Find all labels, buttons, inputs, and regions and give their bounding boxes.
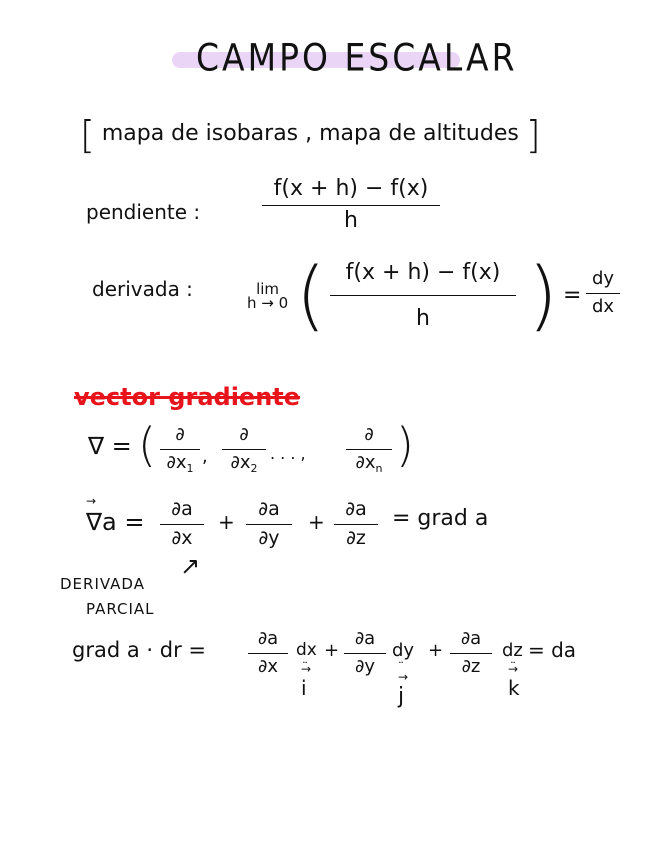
equals-marks: ¨ [398, 660, 404, 674]
note-line-1: DERIVADA [60, 575, 145, 593]
dy: dy [392, 640, 415, 661]
numerator: ∂a [460, 628, 482, 649]
numerator: ∂a [258, 498, 280, 520]
close-paren: ) [528, 250, 558, 339]
grad-term-y [246, 498, 292, 549]
numerator: ∂a [257, 628, 279, 649]
diff-term-z [450, 628, 492, 677]
page-title: CAMPO ESCALAR [196, 35, 518, 80]
fraction-bar [246, 524, 292, 525]
open-paren: ( [296, 250, 326, 339]
equals-sign: = [563, 283, 582, 308]
nabla-close-paren: ) [396, 418, 414, 472]
comma: , [202, 446, 208, 467]
limit-word: lim [256, 280, 280, 298]
fraction-bar [450, 653, 492, 654]
examples-text: mapa de isobaras , mapa de altitudes [101, 121, 519, 146]
close-bracket: ] [525, 113, 541, 157]
fraction-bar [160, 449, 200, 450]
differential-rhs: = da [528, 638, 577, 662]
fraction-bar [262, 205, 440, 206]
plus-sign: + [324, 640, 340, 661]
dy: dy [591, 268, 615, 289]
partial-symbol: ∂ [239, 424, 249, 445]
derivada-numerator: f(x + h) − f(x) [345, 260, 501, 285]
unit-vector-i: → i [301, 676, 307, 700]
unit-j [398, 684, 404, 709]
differential-lhs: grad a · dr = [72, 638, 206, 662]
plus-sign: + [308, 510, 325, 534]
subscript: n [375, 462, 383, 475]
limit [247, 282, 288, 310]
derivada-label: derivada : [92, 277, 193, 301]
grad-a-rhs: = grad a [392, 506, 489, 531]
denominator: ∂z [346, 527, 366, 549]
numerator: ∂a [354, 628, 376, 649]
partial-x: ∂x [166, 452, 187, 473]
pendiente-denominator: h [344, 208, 358, 233]
grad-term-x [160, 498, 204, 549]
pendiente-numerator: f(x + h) − f(x) [273, 176, 429, 201]
ellipsis: . . . , [270, 444, 306, 463]
fraction-bar [334, 524, 378, 525]
fraction-bar [248, 653, 288, 654]
partial-x: ∂x [230, 452, 251, 473]
subscript: 1 [186, 462, 194, 475]
diff-term-y [344, 628, 386, 677]
subscript: 2 [250, 462, 258, 475]
equals-marks: ¨ [510, 660, 516, 674]
equals-marks: ¨ [302, 660, 308, 674]
unit-i [301, 676, 307, 700]
open-bracket: [ [80, 113, 95, 157]
derivada-fraction [330, 260, 516, 331]
derivada-denominator: h [416, 306, 430, 331]
denominator: ∂z [461, 656, 481, 677]
denominator: ∂x [171, 527, 193, 549]
grad-term-z [334, 498, 378, 549]
diff-term-x [248, 628, 288, 677]
unit-k [508, 676, 520, 700]
dz: dz [502, 640, 523, 661]
fraction-bar [344, 653, 386, 654]
fraction-bar [222, 449, 266, 450]
unit-vector-k: → k [508, 676, 520, 700]
fraction-bar [586, 293, 620, 294]
dx: dx [591, 296, 615, 317]
partial-x: ∂x [355, 452, 376, 473]
dx: dx [296, 640, 317, 660]
unit-vector-j: → j [398, 684, 404, 709]
partial-symbol: ∂ [175, 424, 185, 445]
fraction-bar [346, 449, 392, 450]
dy-dx-fraction [586, 268, 620, 317]
nabla-term-2 [222, 424, 266, 475]
denominator: ∂y [355, 656, 375, 677]
nabla-term-1 [160, 424, 200, 475]
nabla-term-n [346, 424, 392, 475]
note-line-2: PARCIAL [86, 600, 155, 618]
examples-line [80, 113, 541, 157]
fraction-bar [330, 295, 516, 296]
numerator: ∂a [171, 498, 193, 520]
numerator: ∂a [345, 498, 367, 520]
nabla-vector: → ∇a = [86, 508, 145, 536]
gradient-heading: vector gradiente [74, 383, 301, 411]
denominator: ∂x [258, 656, 278, 677]
grad-a-lhs [86, 508, 145, 536]
pendiente-label: pendiente : [86, 200, 201, 224]
nabla-open-paren: ( [138, 418, 156, 472]
nabla-lhs: ∇ = [88, 432, 132, 460]
limit-subscript: h → 0 [247, 294, 289, 312]
pendiente-fraction [262, 176, 440, 233]
pointer-arrow-icon: ↗ [180, 552, 201, 580]
plus-sign: + [218, 510, 235, 534]
plus-sign: + [428, 640, 444, 661]
partial-symbol: ∂ [364, 424, 374, 445]
fraction-bar [160, 524, 204, 525]
denominator: ∂y [258, 527, 280, 549]
